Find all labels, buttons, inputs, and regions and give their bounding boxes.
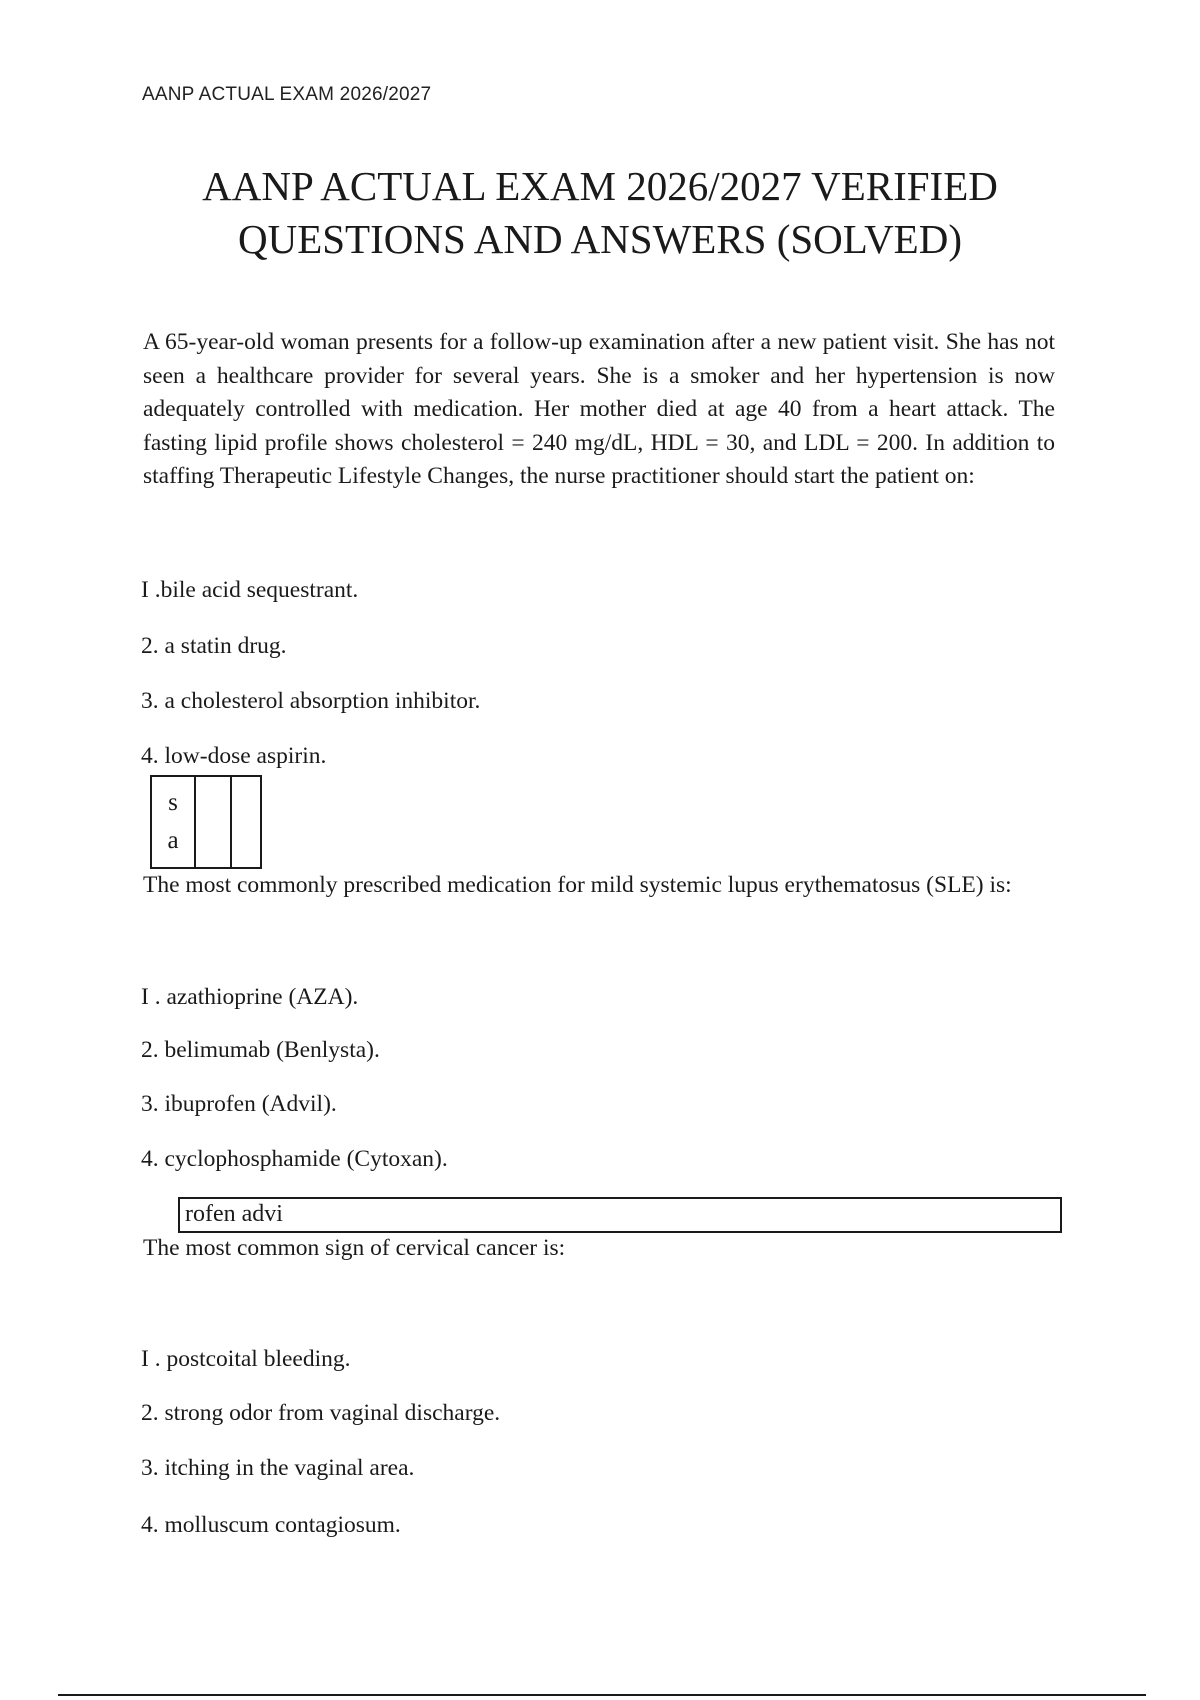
title-line-2: QUESTIONS AND ANSWERS (SOLVED) [237, 216, 962, 262]
question-3-option-3: 3. itching in the vaginal area. [141, 1455, 415, 1481]
question-1-option-2: 2. a statin drug. [141, 633, 287, 659]
question-2-option-2: 2. belimumab (Benlysta). [141, 1037, 380, 1063]
question-1-option-3: 3. a cholesterol absorption inhibitor. [141, 688, 481, 714]
answer-box-cell-3 [232, 777, 260, 867]
question-2-option-3: 3. ibuprofen (Advil). [141, 1091, 337, 1117]
question-2-stem: The most commonly prescribed medication for mild systemic lupus erythematosus (SLE) is: [143, 872, 1012, 898]
question-3-stem: The most common sign of cervical cancer is: [143, 1235, 566, 1261]
document-title [140, 160, 1060, 266]
footer-rule [58, 1694, 1146, 1696]
question-1-option-1: I .bile acid sequestrant. [141, 577, 359, 603]
title-line-1: AANP ACTUAL EXAM 2026/2027 VERIFIED [202, 163, 998, 209]
question-3-option-2: 2. strong odor from vaginal discharge. [141, 1400, 501, 1426]
running-header: AANP ACTUAL EXAM 2026/2027 [142, 84, 432, 105]
answer-char-1: s [168, 789, 178, 816]
answer-char-2: a [167, 827, 179, 854]
question-1-answer-box [150, 775, 262, 869]
question-3-option-4: 4. molluscum contagiosum. [141, 1512, 401, 1538]
question-2-option-1: I . azathioprine (AZA). [141, 984, 359, 1010]
question-3-option-1: I . postcoital bleeding. [141, 1346, 351, 1372]
question-2-option-4: 4. cyclophosphamide (Cytoxan). [141, 1146, 448, 1172]
answer-box-cell-2 [196, 777, 232, 867]
question-1-stem: A 65-year-old woman presents for a follow-up examination after a new patient visit. She has not seen a healthcare provider for several years. She is a smoker and her hypertension is now adequately controlled with medication. Her mother died at age 40 from a heart attack. The fasting lipid profile shows cholesterol = 240 mg/dL, HDL = 30, and LDL = 200. In addition to staffing Therapeutic Lifestyle Changes, the nurse practitioner should start the patient on: [143, 329, 1055, 489]
question-1-option-4: 4. low-dose aspirin. [141, 743, 327, 769]
answer-box-cell-1 [152, 777, 196, 867]
question-2-answer-box: rofen advi [178, 1197, 1062, 1233]
